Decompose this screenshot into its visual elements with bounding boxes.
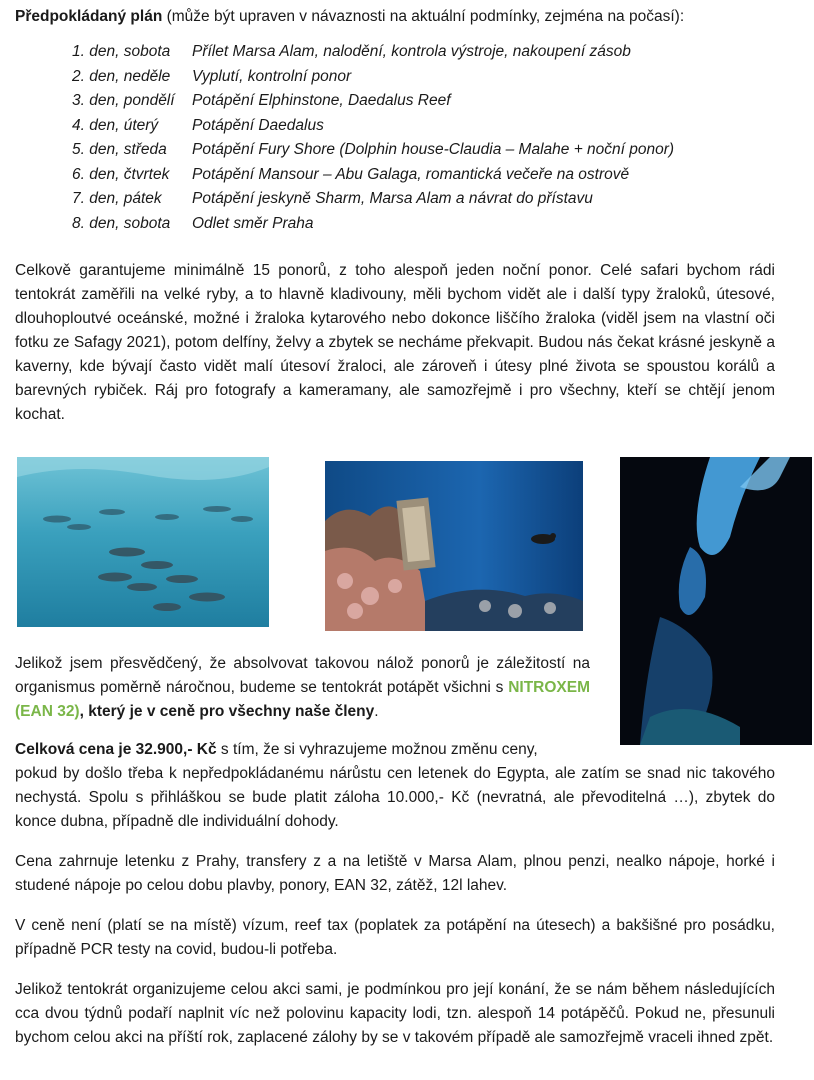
itinerary-item: 5. den, středa Potápění Fury Shore (Dolphin house-Claudia – Malahe + noční ponor): [72, 141, 675, 158]
itinerary-item: 1. den, sobota Přílet Marsa Alam, nalodění, kontrola výstroje, nakoupení zásob: [72, 43, 631, 60]
reef-diver-photo: [325, 461, 583, 631]
itinerary-item: 8. den, sobota Odlet směr Praha: [72, 214, 314, 232]
total-price: Celková cena je 32.900,- Kč: [15, 741, 217, 758]
price-paragraph: Celková cena je 32.900,- Kč s tím, že si vyhrazujeme možnou změnu ceny, pokud by došlo třeba k nepředpokládanému nárůstu cen letenek do Egypta, ale zatím se snad nic takového nechystá. Spolu s přihláškou se bude platit záloha 10.000,- Kč (nevratná, ale převoditelná …), zbytek do konce dubna, případně dle individuální dohody.: [15, 741, 775, 830]
plan-intro: [15, 6, 805, 28]
conditions-paragraph: Jelikož tentokrát organizujeme celou akci sami, je podmínkou pro její konání, že se nám během následujících cca dvou týdnů podaří naplnit víc než polovinu kapacity lodi, tzn. alespoň 14 potápěčů. Pokud ne, přesunuli bychom celou akci na příští rok, zaplacené zálohy by se v takovém případě ale samozřejmě vraceli ihned zpět.: [15, 981, 775, 1046]
itinerary-item: 6. den, čtvrtek Potápění Mansour – Abu Galaga, romantická večeře na ostrově: [72, 165, 630, 183]
itinerary-item: 7. den, pátek Potápění jeskyně Sharm, Marsa Alam a návrat do přístavu: [72, 190, 593, 207]
itinerary-item: 4. den, úterý Potápění Daedalus: [72, 116, 324, 134]
nitrox-paragraph: Jelikož jsem přesvědčený, že absolvovat takovou nálož ponorů je záležitostí na organismus poměrně náročnou, budeme se tentokrát potápět všichni s NITROXEM (EAN 32), který je v ceně pro všechny naše členy.: [15, 655, 590, 720]
dolphins-photo: [17, 457, 269, 627]
price-includes-paragraph: Cena zahrnuje letenku z Prahy, transfery z a na letiště v Marsa Alam, plnou penzi, nealko nápoje, horké i studené nápoje po celou dobu plavby, ponory, EAN 32, zátěž, 12l lahev.: [15, 853, 775, 894]
plan-heading: Předpokládaný plán: [15, 8, 163, 25]
cave-photo: [620, 457, 812, 745]
plan-note: (může být upraven v návaznosti na aktuální podmínky, zejména na počasí):: [162, 8, 685, 25]
itinerary-item: 2. den, neděle Vyplutí, kontrolní ponor: [72, 67, 352, 85]
itinerary-item: 3. den, pondělí Potápění Elphinstone, Daedalus Reef: [72, 92, 451, 109]
price-excludes-paragraph: V ceně není (platí se na místě) vízum, reef tax (poplatek za potápění na útesech) a bakšišné pro posádku, případně PCR testy na covid, budou-li potřeba.: [15, 917, 775, 958]
safari-description: Celkově garantujeme minimálně 15 ponorů, z toho alespoň jeden noční ponor. Celé safari bychom rádi tentokrát zaměřili na velké ryby, a to hlavně kladivouny, měli bychom vidět ale i další typy žraloků, útesové, dlouhoploutvé oceánské, možné i žraloka kytarového nebo dokonce liščího žraloka (viděl jsem na vlastní oči fotku ze Safagy 2021), potom delfíny, želvy a zbytek se necháme překvapit. Budou nás čekat krásné jeskyně a kaverny, kde bývají často vidět malí útesoví žraloci, ale zároveň i útesy plné života se spoustou korálů a barevných rybiček. Ráj pro fotografy a kameramany, ale samozřejmě i pro všechny, kteří se chtějí jenom kochat.: [15, 262, 775, 423]
itinerary-list: [72, 40, 674, 236]
nitrox-highlight: NITROXEM (EAN 32): [15, 679, 590, 720]
